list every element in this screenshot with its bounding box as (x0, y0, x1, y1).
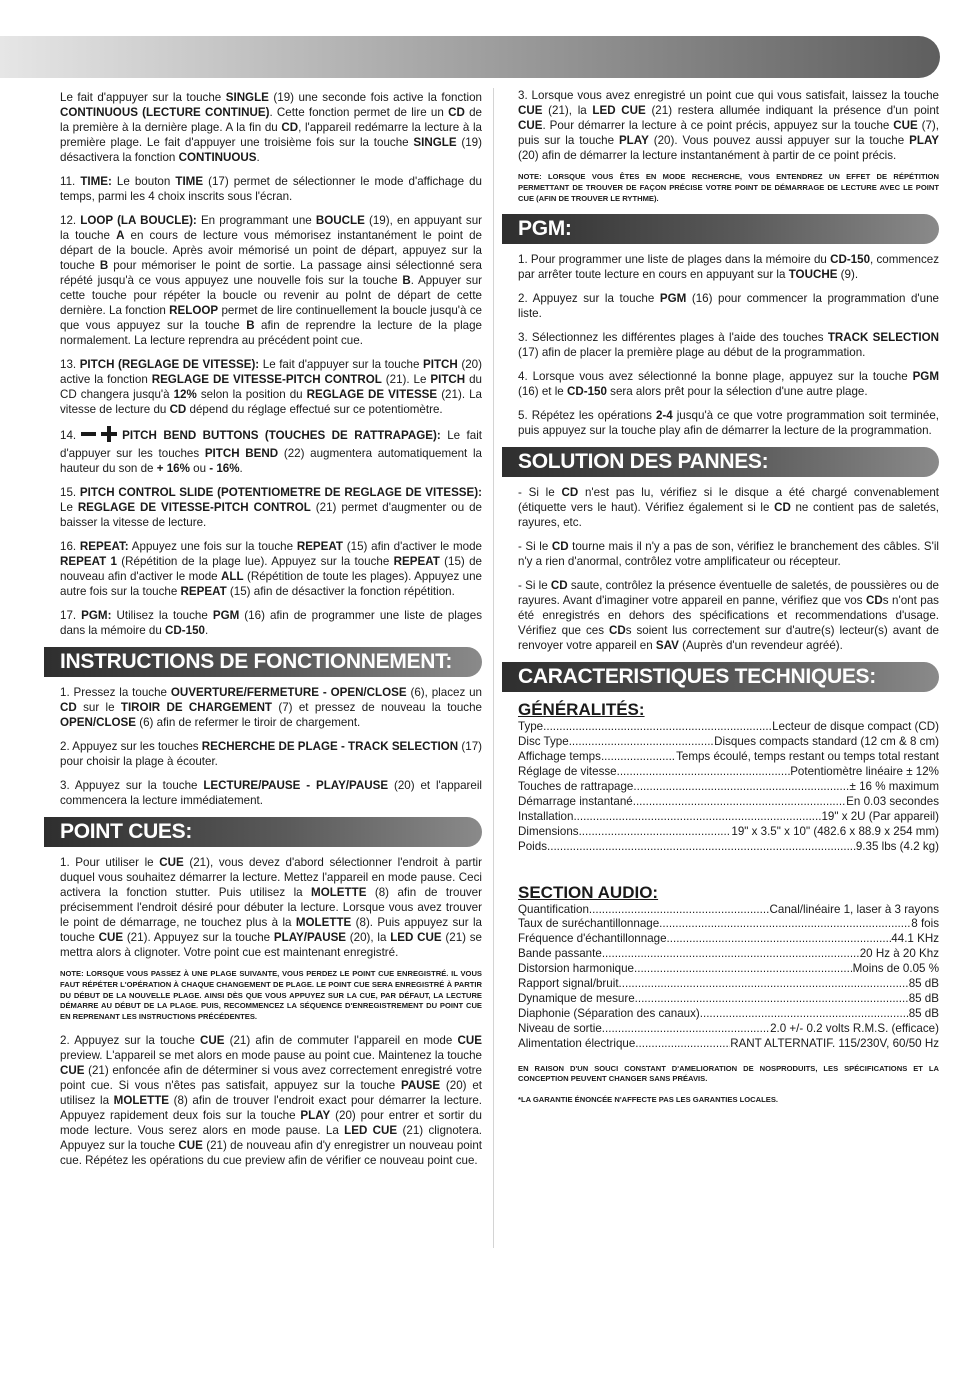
emphasis-text: LED CUE (592, 104, 646, 117)
pgm-step-2: 2. Appuyez sur la touche PGM (16) pour commencer la programmation d'une liste. (518, 292, 939, 321)
emphasis-text: SAV (655, 639, 679, 653)
emphasis-text: CD (550, 579, 568, 593)
troubleshoot-3: - Si le CD saute, contrôlez la présence éventuelle de saletés, de poussières ou de rayures. Avant d'imaginer votre appareil en panne, vérifiez que vos CDs n'ont pas été enregistrés en dehors des spécifications et recommendations d'usage. Vérifiez que ces CDs soient lus correctement sur d'autre(s) lecteur(s) avant de renvoyer votre appareil en SAV (Auprès d'un revendeur agréé). (518, 579, 939, 653)
emphasis-text: PGM (912, 370, 939, 384)
dot-leader (602, 1022, 770, 1037)
spec-label: Disc Type (518, 735, 569, 749)
dot-leader (633, 780, 849, 795)
dot-leader (601, 750, 676, 765)
paragraph-loop: 12. LOOP (LA BOUCLE): En programmant une BOUCLE (19), en appuyant sur la touche A en cours de lecture vous mémorisez instantanément le point de départ de la boucle. Après avoir mémorisé un point de départ, appuyez sur la touche B pour mémoriser le point de sortie. La passage ainsi sélectionné sera répété jusqu'à ce vous appuyez une nouvelle fois sur la touche B. Appuyer sur cette touche pour répéter la boucle ou revenir au poInt de départ de cette dernière. La fonction RELOOP permet de lire continuellement la boucle jusqu'à ce que vous appuyez sur la touche B afin de reprendre la lecture de la plage normalement. La lecture reprendra au précédent point cue. (60, 214, 483, 347)
spec-value: Potentiomètre linéaire ± 12% (790, 765, 939, 779)
dot-leader (579, 825, 732, 840)
emphasis-text: PAUSE (401, 1078, 441, 1092)
emphasis-text: LED CUE (390, 931, 442, 944)
emphasis-text: B (246, 319, 255, 332)
spec-value: Canal/linéaire 1, laser à 3 rayons (769, 902, 939, 916)
spec-value: 2.0 +/- 0.2 volts R.M.S. (efficace) (770, 1021, 939, 1035)
audio-spec-row (518, 1007, 939, 1022)
emphasis-text: B (99, 259, 109, 272)
dot-leader (602, 947, 860, 962)
emphasis-text: PGM: (81, 609, 112, 622)
spec-value: 85 dB (908, 977, 939, 991)
emphasis-text: + 16% (156, 462, 190, 475)
audio-spec-row (518, 947, 939, 962)
dot-leader (547, 840, 856, 855)
emphasis-text: CUE (98, 931, 124, 944)
emphasis-text: REPEAT (296, 540, 343, 553)
emphasis-text: PITCH (430, 373, 466, 386)
spec-label: Alimentation électrique (518, 1036, 636, 1050)
emphasis-text: LED CUE (344, 1123, 398, 1137)
spec-value: Moins de 0.05 % (852, 962, 939, 976)
spec-label: Taux de suréchantillonnage (518, 917, 660, 931)
audio-spec-row (518, 962, 939, 977)
paragraph-time: 11. TIME: Le bouton TIME (17) permet de sélectionner le mode d'affichage du temps, parmi les 4 choix inscrits sous l'écran. (60, 175, 482, 203)
dot-leader (667, 932, 892, 947)
spec-value: 85 dB (908, 1006, 939, 1020)
emphasis-text: PITCH BEND (204, 447, 279, 460)
dot-leader (569, 735, 714, 750)
emphasis-text: TOUCHE (788, 268, 838, 282)
dot-leader (635, 1037, 730, 1052)
emphasis-text: CD-150 (830, 253, 871, 267)
spec-value: Disques compacts standard (12 cm & 8 cm) (714, 735, 939, 749)
general-spec-row (518, 825, 939, 840)
spec-label: Distorsion harmonique (518, 962, 634, 976)
emphasis-text: PLAY/PAUSE (273, 931, 347, 944)
emphasis-text: PLAY (618, 134, 649, 147)
dot-leader (633, 795, 846, 810)
emphasis-text: 2-4 (655, 409, 673, 423)
general-spec-row (518, 840, 939, 855)
audio-spec-row (518, 977, 939, 992)
emphasis-text: ALL (221, 570, 244, 583)
emphasis-text: B (402, 274, 411, 287)
note-improvement: EN RAISON D'UN SOUCI CONSTANT D'AMELIORATION DE NOSPRODUITS, LES SPÉCIFICATIONS ET LA CONCEPTION PEUVENT CHANGER SANS PRÉAVIS. (518, 1063, 939, 1084)
dot-leader (635, 992, 909, 1007)
general-spec-row (518, 780, 939, 795)
emphasis-text: CD (774, 501, 791, 515)
instruction-3: 3. Appuyez sur la touche LECTURE/PAUSE - PLAY/PAUSE (20) et l'appareil commencera la lecture immédiatement. (60, 779, 483, 807)
emphasis-text: TIROIR DE CHARGEMENT (120, 701, 273, 714)
emphasis-text: REGLAGE DE VITESSE-PITCH CONTROL (77, 501, 311, 514)
emphasis-text: CD-150 (566, 385, 607, 399)
spec-value: 19" x 3.5" x 10" (482.6 x 88.9 x 254 mm) (731, 824, 939, 838)
spec-value: 8 fois (911, 917, 939, 931)
dot-leader (659, 917, 911, 932)
troubleshoot-2: - Si le CD tourne mais il n'y a pas de son, vérifiez le branchement des câbles. S'il n'y a rien d'anormal, contrôlez votre amplificateur ou récepteur. (518, 540, 940, 569)
cue-step-3: 3. Lorsque vous avez enregistré un point cue qui vous satisfait, laissez la touche CUE (21), la LED CUE (21) restera allumée indiquant la présence d'un point CUE. Pour démarrer la lecture à ce point précis, appuyez sur la touche CUE (7), puis sur la touche PLAY (20). Vous pouvez aussi appuyer sur la touche PLAY (20) afin de démarrer la lecture instantanément à partir de ce point précis. (518, 89, 940, 162)
paragraph-pitch-bend (60, 426, 482, 476)
spec-label: Rapport signal/bruit (518, 977, 619, 991)
right-column (518, 88, 939, 1116)
emphasis-text: SINGLE (225, 91, 269, 104)
emphasis-text: CD-150 (165, 624, 205, 637)
emphasis-text: CUE (178, 1138, 203, 1152)
audio-spec-row (518, 903, 939, 918)
emphasis-text: CUE (518, 119, 543, 132)
emphasis-text: CONTINUOUS (178, 151, 257, 164)
emphasis-text: CUE (60, 1063, 85, 1077)
emphasis-text: LECTURE/PAUSE - PLAY/PAUSE (203, 779, 389, 792)
spec-value: ± 16 % maximum (849, 780, 939, 794)
page-header-bar (0, 36, 940, 78)
audio-spec-row (518, 932, 939, 947)
emphasis-text: TIME: (80, 175, 112, 188)
spec-label: Bande passante (518, 947, 602, 961)
spec-label: Réglage de vitesse (518, 765, 617, 779)
emphasis-text: PITCH (REGLAGE DE VITESSE): (79, 358, 260, 371)
spec-label: Quantification (518, 902, 589, 916)
general-spec-row (518, 735, 939, 750)
emphasis-text: CD (60, 701, 77, 714)
emphasis-text: OPEN/CLOSE (60, 716, 137, 729)
spec-label: Démarrage instantané (518, 794, 633, 808)
emphasis-text: PITCH BEND BUTTONS (TOUCHES DE RATTRAPAGE): (122, 429, 441, 442)
subheading-general: GÉNÉRALITÉS: (518, 700, 645, 720)
general-spec-row (518, 750, 939, 765)
instruction-1: 1. Pressez la touche OUVERTURE/FERMETURE - OPEN/CLOSE (6), placez un CD sur le TIROIR DE CHARGEMENT (7) et pressez de nouveau la touche OPEN/CLOSE (6) afin de refermer le tiroir de chargement. (60, 686, 483, 729)
dot-leader (634, 962, 853, 977)
emphasis-text: REGLAGE DE VITESSE-PITCH CONTROL (151, 373, 382, 386)
cue-step-1: 1. Pour utiliser le CUE (21), vous devez d'abord sélectionner l'endroit à partir duquel vous souhaitez démarrer la lecture. Mettez l'appareil en mode pause. Ceci activera la fonction stutter. Puis utilisez la MOLETTE (8) afin de trouver précisemment l'endroit désiré pour débuter la lecture. Lorsque vous avez trouver le point de démarrage, ne touchez plus à la MOLETTE (8). Puis appuyez sur la touche CUE (21). Appuyez sur la touche PLAY/PAUSE (20), la LED CUE (21) se mettra alors à clignoter. Votre point cue est maintenant enregistré. (60, 856, 483, 959)
spec-label: Niveau de sortie (518, 1021, 602, 1035)
emphasis-text: CD (169, 403, 187, 416)
emphasis-text: MOLETTE (311, 886, 367, 899)
emphasis-text: MOLETTE (113, 1093, 170, 1107)
emphasis-text: REGLAGE DE VITESSE (306, 388, 438, 401)
pgm-step-4: 4. Lorsque vous avez sélectionné la bonne plage, appuyez sur la touche PGM (16) et le CD-150 sera alors prêt pour la sélection d'une autre plage. (518, 370, 939, 399)
general-spec-row (518, 795, 939, 810)
dot-leader (617, 765, 791, 780)
emphasis-text: CD (551, 540, 569, 554)
emphasis-text: RELOOP (169, 304, 219, 317)
emphasis-text: SINGLE (413, 136, 457, 149)
instruction-2: 2. Appuyez sur les touches RECHERCHE DE PLAGE - TRACK SELECTION (17) pour choisir la plage à écouter. (60, 740, 483, 768)
emphasis-text: TRACK SELECTION (827, 331, 939, 345)
spec-value: Temps écoulé, temps restant ou temps total restant (676, 750, 939, 764)
emphasis-text: REPEAT (180, 585, 227, 598)
spec-value: RANT ALTERNATIF. 115/230V, 60/50 Hz (730, 1036, 939, 1050)
paragraph-pgm: 17. PGM: Utilisez la touche PGM (16) afin de programmer une liste de plages dans la mémoire du CD-150. (60, 609, 482, 637)
emphasis-text: CD (281, 121, 299, 134)
note-warranty: *LA GARANTIE ÉNONCÉE N'AFFECTE PAS LES GARANTIES LOCALES. (518, 1095, 779, 1105)
emphasis-text: TIME (175, 175, 204, 188)
emphasis-text: RECHERCHE DE PLAGE - TRACK SELECTION (201, 740, 459, 753)
audio-spec-row (518, 1037, 939, 1052)
general-spec-list (518, 720, 939, 854)
spec-label: Dynamique de mesure (518, 991, 635, 1005)
heading-point-cues: POINT CUES: (44, 817, 482, 847)
emphasis-text: LOOP (LA BOUCLE): (80, 214, 197, 227)
dot-leader (543, 720, 772, 735)
troubleshoot-1: - Si le CD n'est pas lu, vérifiez si le disque a été chargé convenablement (étiquette vers le haut). Vérifiez également si le CD ne contient pas de saletés, rayures, etc. (518, 486, 939, 530)
emphasis-text: CUE (159, 856, 184, 869)
audio-spec-row (518, 917, 939, 932)
paragraph-single: Le fait d'appuyer sur la touche SINGLE (19) une seconde fois active la fonction CONTINUOUS (LECTURE CONTINUE). Cette fonction permet de lire un CD de la première à la dernière plage. A la fin du CD, l'appareil redémarre la lecture à la première plage. Le fait d'appuyer une troisième fois sur la touche SINGLE (19) désactivera la fonction CONTINUOUS. (60, 91, 482, 164)
pgm-step-3: 3. Sélectionnez les différentes plages à l'aide des touches TRACK SELECTION (17) afin de placer la première plage au début de la programmation. (518, 331, 939, 360)
emphasis-text: CD (866, 594, 883, 608)
left-column (60, 90, 482, 1177)
spec-label: Diaphonie (Séparation des canaux) (518, 1006, 700, 1020)
emphasis-text: - 16% (209, 462, 240, 475)
spec-value: 20 Hz à 20 Khz (859, 947, 939, 961)
paragraph-pitch: 13. PITCH (REGLAGE DE VITESSE): Le fait d'appuyer sur la touche PITCH (20) active la fonction REGLAGE DE VITESSE-PITCH CONTROL (21). Le PITCH du CD changera jusqu'à 12% selon la position du REGLAGE DE VITESSE (21). La vitesse de lecture du CD dépend du réglage effectué sur ce potentiomètre. (60, 358, 482, 416)
emphasis-text: PITCH (423, 358, 458, 371)
dot-leader (700, 1007, 909, 1022)
emphasis-text: REPEAT: (79, 540, 129, 553)
emphasis-text: CD (561, 486, 579, 500)
spec-value: 85 dB (908, 991, 939, 1005)
emphasis-text: CONTINUOUS (LECTURE CONTINUE) (60, 106, 270, 119)
spec-label: Affichage temps (518, 750, 601, 764)
spec-label: Touches de rattrapage (518, 780, 634, 794)
heading-specifications: CARACTERISTIQUES TECHNIQUES: (502, 662, 939, 692)
spec-value: 19" x 2U (Par appareil) (821, 809, 939, 823)
general-spec-row (518, 720, 939, 735)
cue-step-2: 2. Appuyez sur la touche CUE (21) afin de commuter l'appareil en mode CUE preview. L'appareil se met alors en mode pause au point cue. Maintenez la touche CUE (21) enfoncée afin de déterminer si vous avez correctement enregistré votre point cue. Si vous n'êtes pas satisfait, appuyez sur la touche PAUSE (20) et utilisez la MOLETTE (8) afin de trouver l'endroit exact pour démarrer la lecture. Appuyez rapidement deux fois sur la touche PLAY (20) pour entrer et sortir du mode lecture. Vous serez alors en mode pause. La LED CUE (21) clignotera. Appuyez sur la touche CUE (21) de nouveau afin d'y enregistrer un nouveau point cue. Répétez les opérations du cue preview afin de vérifier ce nouveau point cue. (60, 1033, 483, 1167)
emphasis-text: 12% (173, 388, 197, 401)
emphasis-text: CUE (199, 1033, 225, 1047)
audio-spec-list (518, 903, 939, 1052)
emphasis-text: PITCH CONTROL SLIDE (POTENTIOMETRE DE REGLAGE DE VITESSE): (79, 486, 482, 499)
emphasis-text: PLAY (300, 1108, 331, 1122)
heading-instructions: INSTRUCTIONS DE FONCTIONNEMENT: (44, 647, 482, 677)
spec-label: Dimensions (518, 824, 579, 838)
dot-leader (589, 903, 770, 918)
emphasis-text: REPEAT 1 (60, 555, 117, 568)
audio-spec-row (518, 1022, 939, 1037)
dot-leader (619, 977, 909, 992)
subheading-audio: SECTION AUDIO: (518, 882, 659, 902)
spec-label: Installation (518, 809, 574, 823)
emphasis-text: PGM (659, 292, 687, 306)
general-spec-row (518, 765, 939, 780)
emphasis-text: CUE (457, 1033, 482, 1047)
spec-label: Poids (518, 839, 548, 853)
dot-leader (573, 810, 821, 825)
heading-troubleshooting: SOLUTION DES PANNES: (502, 447, 939, 477)
heading-pgm: PGM: (502, 214, 939, 244)
general-spec-row (518, 810, 939, 825)
audio-spec-row (518, 992, 939, 1007)
paragraph-repeat: 16. REPEAT: Appuyez une fois sur la touche REPEAT (15) afin d'activer le mode REPEAT 1 (Répétition de la plage lue). Appuyez sur la touche REPEAT (15) de nouveau afin d'activer le mode ALL (Répétition de toute les plages). Appuyez une autre fois sur la touche REPEAT (15) afin de désactiver la fonction répétition. (60, 540, 482, 598)
pgm-step-1: 1. Pour programmer une liste de plages dans la mémoire du CD-150, commencez par arrêter toute lecture en cours en appuyant sur la TOUCHE (9). (518, 253, 939, 282)
note-search-mode: NOTE: LORSQUE VOUS ÊTES EN MODE RECHERCHE, VOUS ENTENDREZ UN EFFET DE RÉPÉTITION PERMETTANT DE TROUVER DE FAÇON PRÉCISE VOTRE POINT DE DÉMARRAGE DE LECTURE AVEC LE POINT CUE (AFIN DE TROUVER LE RYTHME). (518, 172, 939, 203)
minus-plus-icon (80, 426, 118, 446)
emphasis-text: CUE (518, 104, 543, 117)
spec-value: 9.35 lbs (4.2 kg) (855, 839, 939, 853)
emphasis-text: PLAY (909, 134, 939, 147)
paragraph-pitch-slide: 15. PITCH CONTROL SLIDE (POTENTIOMETRE DE REGLAGE DE VITESSE): Le REGLAGE DE VITESSE-PITCH CONTROL (21) permet d'augmenter ou de baisser la vitesse de lecture. (60, 486, 482, 529)
pgm-step-5: 5. Répétez les opérations 2-4 jusqu'à ce que votre programmation soit terminée, puis appuyez sur la touche play afin de démarrer la lecture de la programmation. (518, 409, 939, 438)
emphasis-text: CD (448, 106, 465, 119)
emphasis-text: CD (608, 624, 626, 638)
emphasis-text: BOUCLE (315, 214, 365, 227)
spec-value: Lecteur de disque compact (CD) (772, 720, 939, 734)
spec-value: 44.1 KHz (891, 932, 939, 946)
spec-label: Fréquence d'échantillonnage (518, 932, 667, 946)
emphasis-text: PGM (212, 609, 240, 622)
note-cue-track: NOTE: LORSQUE VOUS PASSEZ À UNE PLAGE SUIVANTE, VOUS PERDEZ LE POINT CUE ENREGISTRÉ. IL VOUS FAUT RÉPÉTER L'OPÉRATION À CHAQUE CHANGEMENT DE PLAGE. LE POINT CUE SERA ENREGISTRÉ À PARTIR DU DÉBUT DE LA NOUVELLE PLAGE. AINSI DÈS QUE VOUS APPUYEZ SUR LA CUE, PAR DÉFAUT, LA LECTURE DÉMARRE AU DÉBUT DE LA PLAGE. PUIS, RECOMMENCEZ LA SÉQUENCE D'ENREGISTREMENT DU POINT CUE EN REPRENANT LES INSTRUCTIONS PRÉCÉDENTES. (60, 969, 482, 1022)
spec-value: En 0.03 secondes (846, 794, 939, 808)
emphasis-text: MOLETTE (295, 916, 352, 929)
column-separator (493, 88, 494, 1248)
emphasis-text: CUE (893, 119, 918, 132)
pitch-bend-text: PITCH BEND BUTTONS (TOUCHES DE RATTRAPAGE): Le fait d'appuyer sur les touches PITCH BEND (22) augmentera automatiquement la hauteur du son de + 16% ou - 16%. (60, 429, 482, 475)
emphasis-text: REPEAT (393, 555, 440, 568)
spec-label: Type (518, 720, 544, 734)
paragraph-number: 14. (60, 429, 77, 442)
emphasis-text: OUVERTURE/FERMETURE - OPEN/CLOSE (170, 686, 407, 699)
emphasis-text: A (116, 229, 125, 242)
